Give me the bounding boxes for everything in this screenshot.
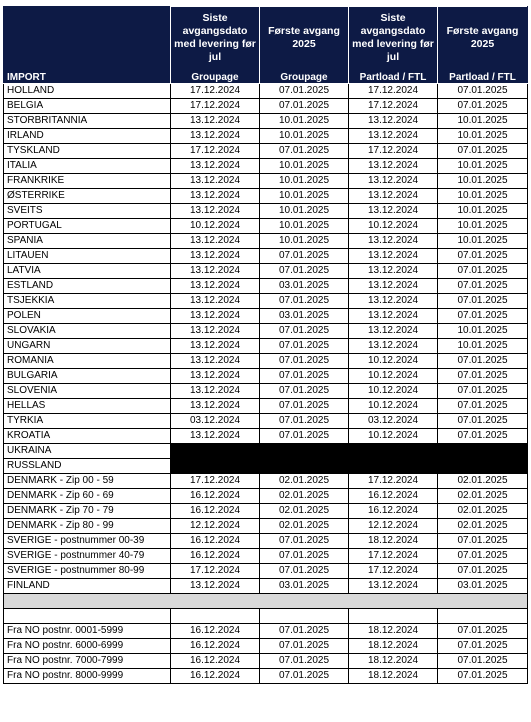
date-cell: 07.01.2025 — [260, 534, 349, 549]
date-cell: 17.12.2024 — [171, 564, 260, 579]
date-cell: 10.01.2025 — [438, 204, 528, 219]
date-cell: 16.12.2024 — [171, 534, 260, 549]
date-cell: 10.01.2025 — [260, 219, 349, 234]
table-body — [4, 84, 528, 684]
row-label: SVEITS — [4, 204, 171, 219]
date-cell: 10.01.2025 — [438, 189, 528, 204]
date-cell: 02.01.2025 — [260, 489, 349, 504]
date-cell: 13.12.2024 — [171, 309, 260, 324]
date-cell: 17.12.2024 — [349, 144, 438, 159]
date-cell: 07.01.2025 — [438, 669, 528, 684]
table-header — [4, 7, 528, 84]
date-cell: 03.12.2024 — [349, 414, 438, 429]
date-cell: 03.12.2024 — [171, 414, 260, 429]
date-cell: 13.12.2024 — [349, 189, 438, 204]
date-cell: 17.12.2024 — [171, 84, 260, 99]
row-label: ESTLAND — [4, 279, 171, 294]
date-cell: 10.01.2025 — [260, 174, 349, 189]
date-cell: 13.12.2024 — [349, 174, 438, 189]
schedule-table-wrapper — [3, 6, 527, 684]
christmas-schedule-table — [3, 6, 528, 684]
header-row-sub — [4, 69, 528, 84]
date-cell: 13.12.2024 — [349, 249, 438, 264]
date-cell: 18.12.2024 — [349, 624, 438, 639]
date-cell: 07.01.2025 — [438, 144, 528, 159]
date-cell: 07.01.2025 — [260, 324, 349, 339]
date-cell: 07.01.2025 — [260, 144, 349, 159]
row-label: ØSTERRIKE — [4, 189, 171, 204]
date-cell: 07.01.2025 — [438, 429, 528, 444]
row-label: POLEN — [4, 309, 171, 324]
date-cell: 16.12.2024 — [171, 549, 260, 564]
header-row-top — [4, 7, 528, 70]
table-row — [4, 519, 528, 534]
date-cell: 02.01.2025 — [438, 474, 528, 489]
date-cell: 07.01.2025 — [438, 279, 528, 294]
table-row-no-service — [4, 444, 528, 459]
date-cell: 13.12.2024 — [171, 189, 260, 204]
date-cell: 13.12.2024 — [171, 399, 260, 414]
date-cell: 13.12.2024 — [349, 204, 438, 219]
date-cell: 17.12.2024 — [349, 99, 438, 114]
header-corner — [4, 7, 171, 70]
row-label: Fra NO postnr. 6000-6999 — [4, 639, 171, 654]
row-label: FINLAND — [4, 579, 171, 594]
date-cell: 17.12.2024 — [171, 474, 260, 489]
header-sub-partload-1: Partload / FTL — [349, 69, 438, 84]
date-cell: 10.01.2025 — [260, 114, 349, 129]
header-sub-partload-2: Partload / FTL — [438, 69, 528, 84]
date-cell: 17.12.2024 — [171, 99, 260, 114]
date-cell: 10.12.2024 — [349, 369, 438, 384]
date-cell: 13.12.2024 — [349, 279, 438, 294]
row-label: DENMARK - Zip 60 - 69 — [4, 489, 171, 504]
date-cell: 07.01.2025 — [260, 414, 349, 429]
row-label: ROMANIA — [4, 354, 171, 369]
date-cell: 13.12.2024 — [171, 114, 260, 129]
row-label: SPANIA — [4, 234, 171, 249]
row-label: FRANKRIKE — [4, 174, 171, 189]
date-cell: 13.12.2024 — [349, 159, 438, 174]
date-cell: 13.12.2024 — [349, 129, 438, 144]
date-cell: 13.12.2024 — [349, 339, 438, 354]
date-cell: 16.12.2024 — [171, 654, 260, 669]
row-label: LATVIA — [4, 264, 171, 279]
table-row — [4, 129, 528, 144]
row-label: SVERIGE - postnummer 00-39 — [4, 534, 171, 549]
date-cell: 10.12.2024 — [171, 219, 260, 234]
date-cell: 02.01.2025 — [438, 504, 528, 519]
row-label: KROATIA — [4, 429, 171, 444]
header-sub-groupage-2: Groupage — [260, 69, 349, 84]
row-label: Fra NO postnr. 0001-5999 — [4, 624, 171, 639]
date-cell: 13.12.2024 — [349, 234, 438, 249]
date-cell: 13.12.2024 — [171, 249, 260, 264]
table-row — [4, 549, 528, 564]
table-row — [4, 279, 528, 294]
date-cell: 13.12.2024 — [171, 174, 260, 189]
row-label: LITAUEN — [4, 249, 171, 264]
date-cell: 03.01.2025 — [438, 579, 528, 594]
table-row — [4, 84, 528, 99]
table-row — [4, 399, 528, 414]
date-cell: 13.12.2024 — [349, 324, 438, 339]
spacer-cell — [171, 609, 260, 624]
date-cell: 13.12.2024 — [171, 159, 260, 174]
date-cell: 10.01.2025 — [438, 159, 528, 174]
row-label: BULGARIA — [4, 369, 171, 384]
date-cell: 16.12.2024 — [349, 489, 438, 504]
date-cell: 13.12.2024 — [171, 369, 260, 384]
row-label: TYSKLAND — [4, 144, 171, 159]
date-cell: 10.12.2024 — [349, 384, 438, 399]
date-cell: 10.01.2025 — [438, 219, 528, 234]
table-row — [4, 369, 528, 384]
date-cell: 18.12.2024 — [349, 669, 438, 684]
date-cell: 10.01.2025 — [260, 189, 349, 204]
date-cell: 10.12.2024 — [349, 219, 438, 234]
row-label: RUSSLAND — [4, 459, 171, 474]
date-cell: 07.01.2025 — [260, 294, 349, 309]
table-row — [4, 249, 528, 264]
table-row — [4, 189, 528, 204]
row-label: STORBRITANNIA — [4, 114, 171, 129]
date-cell: 07.01.2025 — [260, 369, 349, 384]
date-cell: 02.01.2025 — [438, 519, 528, 534]
date-cell: 07.01.2025 — [438, 369, 528, 384]
date-cell: 10.01.2025 — [438, 234, 528, 249]
date-cell: 17.12.2024 — [349, 549, 438, 564]
date-cell: 02.01.2025 — [438, 489, 528, 504]
date-cell: 17.12.2024 — [349, 84, 438, 99]
table-row — [4, 324, 528, 339]
date-cell: 12.12.2024 — [171, 519, 260, 534]
date-cell: 13.12.2024 — [171, 429, 260, 444]
date-cell: 16.12.2024 — [171, 669, 260, 684]
date-cell: 13.12.2024 — [171, 279, 260, 294]
date-cell: 07.01.2025 — [260, 624, 349, 639]
spacer-cell — [4, 609, 171, 624]
date-cell: 07.01.2025 — [260, 429, 349, 444]
date-cell: 10.12.2024 — [349, 429, 438, 444]
date-cell: 03.01.2025 — [260, 309, 349, 324]
date-cell: 10.12.2024 — [349, 399, 438, 414]
date-cell: 07.01.2025 — [260, 99, 349, 114]
header-last-departure-partload: Siste avgangsdato med levering før jul — [349, 7, 438, 70]
table-row — [4, 639, 528, 654]
table-row — [4, 219, 528, 234]
date-cell: 07.01.2025 — [438, 564, 528, 579]
table-row — [4, 654, 528, 669]
row-label: DENMARK - Zip 70 - 79 — [4, 504, 171, 519]
table-row — [4, 309, 528, 324]
date-cell: 13.12.2024 — [171, 384, 260, 399]
date-cell: 10.01.2025 — [260, 159, 349, 174]
date-cell: 02.01.2025 — [260, 519, 349, 534]
date-cell: 07.01.2025 — [438, 654, 528, 669]
date-cell: 10.01.2025 — [438, 324, 528, 339]
header-import-label: IMPORT — [4, 69, 171, 84]
date-cell: 07.01.2025 — [438, 249, 528, 264]
date-cell: 13.12.2024 — [349, 114, 438, 129]
date-cell: 03.01.2025 — [260, 579, 349, 594]
table-row — [4, 414, 528, 429]
date-cell: 07.01.2025 — [438, 309, 528, 324]
date-cell: 13.12.2024 — [349, 264, 438, 279]
date-cell: 17.12.2024 — [171, 144, 260, 159]
row-label: DENMARK - Zip 80 - 99 — [4, 519, 171, 534]
row-label: BELGIA — [4, 99, 171, 114]
date-cell: 13.12.2024 — [171, 234, 260, 249]
date-cell: 07.01.2025 — [260, 264, 349, 279]
date-cell: 07.01.2025 — [438, 384, 528, 399]
date-cell: 13.12.2024 — [349, 294, 438, 309]
table-row — [4, 564, 528, 579]
spacer-cell — [349, 609, 438, 624]
date-cell: 07.01.2025 — [260, 384, 349, 399]
row-label: HOLLAND — [4, 84, 171, 99]
header-sub-groupage-1: Groupage — [171, 69, 260, 84]
table-row — [4, 114, 528, 129]
table-row — [4, 474, 528, 489]
date-cell: 07.01.2025 — [260, 339, 349, 354]
date-cell: 18.12.2024 — [349, 639, 438, 654]
table-row — [4, 354, 528, 369]
date-cell: 07.01.2025 — [260, 639, 349, 654]
date-cell: 13.12.2024 — [171, 339, 260, 354]
date-cell: 07.01.2025 — [260, 399, 349, 414]
date-cell: 10.01.2025 — [260, 204, 349, 219]
date-cell: 13.12.2024 — [171, 354, 260, 369]
separator-cell — [4, 594, 528, 609]
date-cell: 16.12.2024 — [349, 504, 438, 519]
table-row — [4, 174, 528, 189]
table-row — [4, 339, 528, 354]
table-row — [4, 99, 528, 114]
date-cell: 07.01.2025 — [438, 639, 528, 654]
date-cell: 10.01.2025 — [438, 339, 528, 354]
table-row — [4, 534, 528, 549]
table-row — [4, 504, 528, 519]
row-label: Fra NO postnr. 7000-7999 — [4, 654, 171, 669]
date-cell: 13.12.2024 — [171, 204, 260, 219]
spacer-cell — [438, 609, 528, 624]
date-cell: 10.01.2025 — [438, 174, 528, 189]
table-row — [4, 579, 528, 594]
date-cell: 07.01.2025 — [438, 264, 528, 279]
table-row — [4, 159, 528, 174]
row-label: PORTUGAL — [4, 219, 171, 234]
table-row — [4, 144, 528, 159]
date-cell: 07.01.2025 — [438, 294, 528, 309]
date-cell: 02.01.2025 — [260, 474, 349, 489]
table-row — [4, 489, 528, 504]
date-cell: 17.12.2024 — [349, 564, 438, 579]
row-label: SVERIGE - postnummer 40-79 — [4, 549, 171, 564]
row-label: SLOVAKIA — [4, 324, 171, 339]
row-label: IRLAND — [4, 129, 171, 144]
date-cell: 10.12.2024 — [349, 354, 438, 369]
date-cell: 07.01.2025 — [260, 669, 349, 684]
spacer-row — [4, 609, 528, 624]
date-cell: 07.01.2025 — [438, 534, 528, 549]
table-row — [4, 234, 528, 249]
row-label: TSJEKKIA — [4, 294, 171, 309]
date-cell: 03.01.2025 — [260, 279, 349, 294]
date-cell: 13.12.2024 — [171, 579, 260, 594]
date-cell: 13.12.2024 — [171, 324, 260, 339]
date-cell: 16.12.2024 — [171, 639, 260, 654]
separator-row — [4, 594, 528, 609]
date-cell: 18.12.2024 — [349, 534, 438, 549]
date-cell: 13.12.2024 — [171, 129, 260, 144]
table-row — [4, 669, 528, 684]
date-cell: 16.12.2024 — [171, 489, 260, 504]
date-cell: 07.01.2025 — [438, 99, 528, 114]
date-cell: 07.01.2025 — [438, 399, 528, 414]
date-cell: 07.01.2025 — [438, 354, 528, 369]
table-row — [4, 429, 528, 444]
row-label: DENMARK - Zip 00 - 59 — [4, 474, 171, 489]
date-cell: 10.01.2025 — [260, 234, 349, 249]
header-last-departure-groupage: Siste avgangsdato med levering før jul — [171, 7, 260, 70]
date-cell: 16.12.2024 — [171, 624, 260, 639]
table-row — [4, 204, 528, 219]
date-cell: 13.12.2024 — [171, 294, 260, 309]
date-cell: 10.01.2025 — [260, 129, 349, 144]
row-label: SLOVENIA — [4, 384, 171, 399]
date-cell: 07.01.2025 — [260, 249, 349, 264]
date-cell: 13.12.2024 — [171, 264, 260, 279]
row-label: Fra NO postnr. 8000-9999 — [4, 669, 171, 684]
row-label: UNGARN — [4, 339, 171, 354]
date-cell: 10.01.2025 — [438, 129, 528, 144]
date-cell: 13.12.2024 — [349, 309, 438, 324]
date-cell: 07.01.2025 — [260, 354, 349, 369]
row-label: UKRAINA — [4, 444, 171, 459]
row-label: TYRKIA — [4, 414, 171, 429]
no-service-block — [171, 444, 528, 474]
date-cell: 07.01.2025 — [438, 549, 528, 564]
date-cell: 07.01.2025 — [260, 564, 349, 579]
date-cell: 17.12.2024 — [349, 474, 438, 489]
date-cell: 12.12.2024 — [349, 519, 438, 534]
date-cell: 07.01.2025 — [438, 624, 528, 639]
date-cell: 07.01.2025 — [260, 84, 349, 99]
date-cell: 07.01.2025 — [438, 414, 528, 429]
date-cell: 16.12.2024 — [171, 504, 260, 519]
date-cell: 07.01.2025 — [260, 654, 349, 669]
date-cell: 18.12.2024 — [349, 654, 438, 669]
date-cell: 10.01.2025 — [438, 114, 528, 129]
row-label: ITALIA — [4, 159, 171, 174]
spacer-cell — [260, 609, 349, 624]
header-first-departure-partload: Første avgang 2025 — [438, 7, 528, 70]
row-label: HELLAS — [4, 399, 171, 414]
header-first-departure-groupage: Første avgang 2025 — [260, 7, 349, 70]
date-cell: 07.01.2025 — [438, 84, 528, 99]
date-cell: 13.12.2024 — [349, 579, 438, 594]
table-row — [4, 264, 528, 279]
row-label: SVERIGE - postnummer 80-99 — [4, 564, 171, 579]
table-row — [4, 384, 528, 399]
date-cell: 02.01.2025 — [260, 504, 349, 519]
table-row — [4, 294, 528, 309]
table-row — [4, 624, 528, 639]
date-cell: 07.01.2025 — [260, 549, 349, 564]
